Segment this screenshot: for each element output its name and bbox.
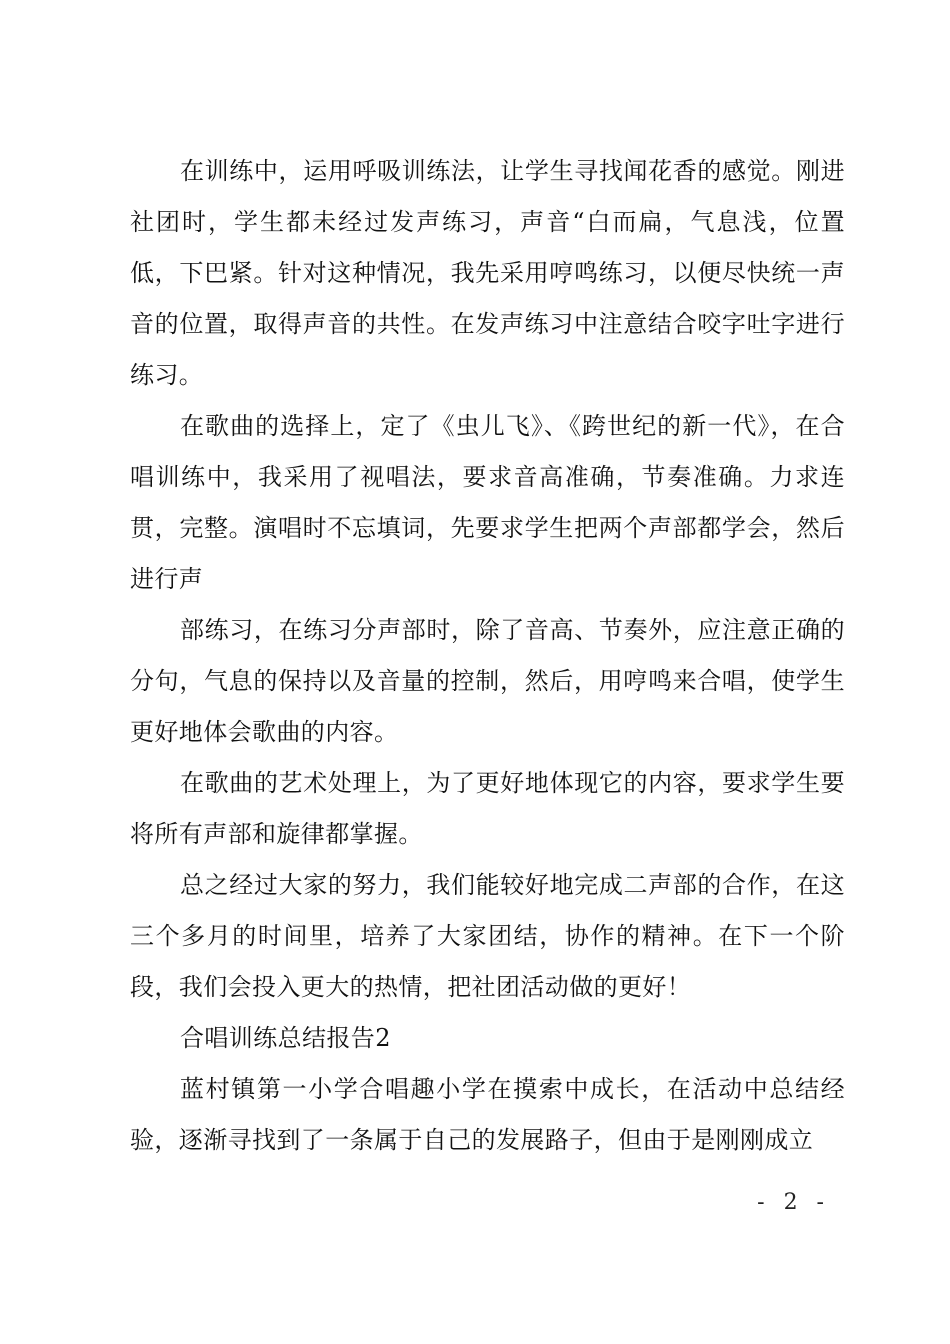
paragraph-breathing-training: 在训练中，运用呼吸训练法，让学生寻找闻花香的感觉。刚进社团时，学生都未经过发声练习，声音“白而扁，气息浅，位置低，下巴紧。针对这种情况，我先采用哼鸣练习，以便尽快统一声音的位置，取得声音的共性。在发声练习中注意结合咬字吐字进行练习。 — [130, 157, 845, 389]
paragraph-part-practice: 部练习，在练习分声部时，除了音高、节奏外，应注意正确的分句，气息的保持以及音量的控制，然后，用哼鸣来合唱，使学生更好地体会歌曲的内容。 — [130, 616, 845, 746]
paragraph-conclusion: 总之经过大家的努力，我们能较好地完成二声部的合作，在这三个多月的时间里，培养了大家团结，协作的精神。在下一个阶段，我们会投入更大的热情，把社团活动做的更好！ — [130, 871, 845, 1001]
paragraph-artistic-treatment: 在歌曲的艺术处理上，为了更好地体现它的内容，要求学生要将所有声部和旋律都掌握。 — [130, 769, 845, 848]
paragraph-lancun-school: 蓝村镇第一小学合唱趣小学在摸索中成长，在活动中总结经验，逐渐寻找到了一条属于自己的发展路子，但由于是刚刚成立 — [130, 1075, 845, 1154]
section-heading: 合唱训练总结报告2 — [180, 1024, 391, 1052]
document-body — [130, 146, 845, 1166]
page-number: - 2 - — [757, 1190, 830, 1215]
paragraph-song-selection: 在歌曲的选择上，定了《虫儿飞》、《跨世纪的新一代》，在合唱训练中，我采用了视唱法，要求音高准确，节奏准确。力求连贯，完整。演唱时不忘填词，先要求学生把两个声部都学会，然后进行声 — [130, 412, 845, 593]
